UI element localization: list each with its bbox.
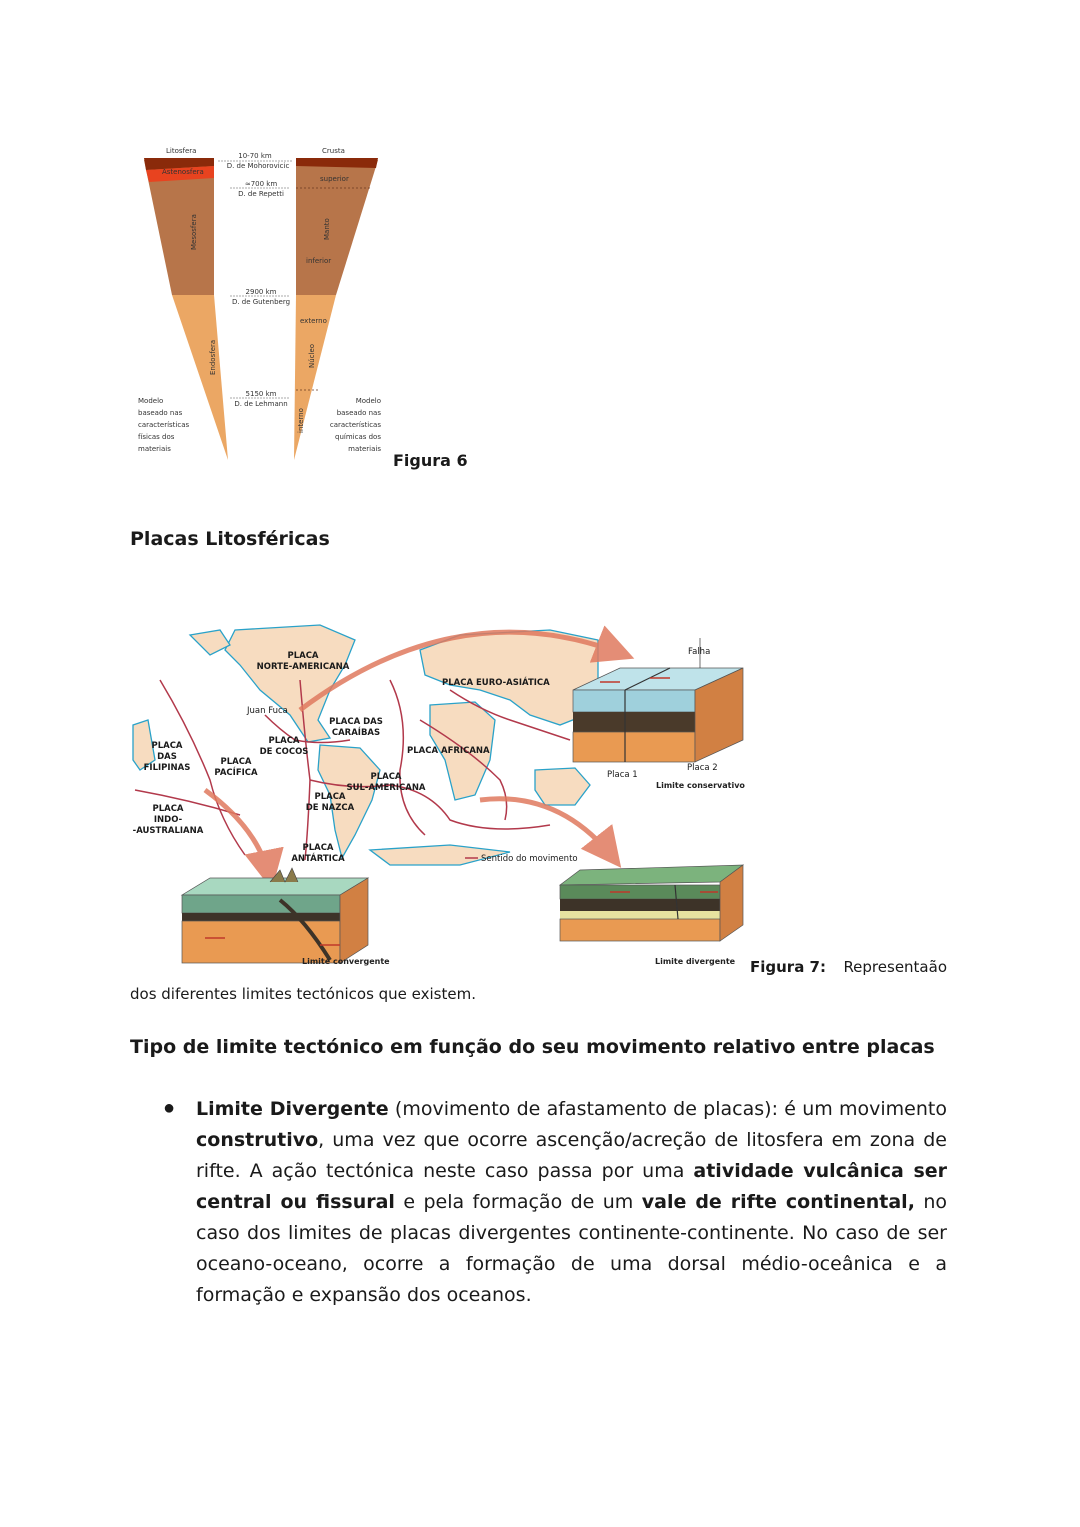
figure-6-caption: Figura 6: [393, 451, 468, 470]
discontinuity-gutenberg: [230, 288, 290, 306]
label-falha: Falha: [688, 647, 711, 657]
svg-text:D. de Gutenberg: D. de Gutenberg: [231, 298, 291, 306]
figure-7-caption-bold: Figura 7:: [750, 958, 826, 976]
svg-text:DE NAZCA: DE NAZCA: [305, 803, 355, 813]
svg-text:FILIPINAS: FILIPINAS: [143, 763, 191, 773]
label-nucleo: Núcleo: [308, 343, 316, 368]
svg-text:2900 km: 2900 km: [245, 288, 277, 296]
svg-text:-AUSTRALIANA: -AUSTRALIANA: [132, 826, 204, 836]
svg-text:PLACA: PLACA: [370, 772, 402, 782]
svg-text:PLACA: PLACA: [302, 843, 334, 853]
movement-legend: [465, 854, 578, 864]
svg-text:SUL-AMERICANA: SUL-AMERICANA: [346, 783, 426, 793]
svg-text:DAS: DAS: [157, 752, 177, 762]
svg-text:D. de Repetti: D. de Repetti: [238, 190, 284, 198]
svg-text:D. de Mohorovicic: D. de Mohorovicic: [226, 162, 290, 170]
label-litosfera: Litosfera: [166, 147, 197, 155]
right-model-text: [330, 397, 382, 453]
label-manto: Manto: [323, 218, 331, 240]
left-model-text: [138, 397, 190, 453]
discontinuity-lehmann: [230, 390, 290, 408]
bullet-bold-2: construtivo: [196, 1129, 319, 1151]
svg-text:PLACA: PLACA: [151, 741, 183, 751]
svg-text:5150 km: 5150 km: [245, 390, 277, 398]
label-placa2: Placa 2: [687, 763, 718, 773]
figure-7-caption-line2: dos diferentes limites tectónicos que existem.: [130, 985, 476, 1003]
svg-text:características: características: [138, 421, 190, 429]
plate-label-euro-asiatica: PLACA EURO-ASIÁTICA: [442, 678, 550, 688]
bullet-bold-3: atividade vulcânica ser central ou fissural: [196, 1160, 948, 1213]
svg-text:≈700 km: ≈700 km: [244, 180, 278, 188]
section-title-tipo-limite: Tipo de limite tectónico em função do seu movimento relativo entre placas: [130, 1036, 935, 1058]
label-conservativo: Limite conservativo: [656, 781, 745, 790]
label-endosfera: Endosfera: [209, 339, 217, 375]
label-astenosfera: Astenosfera: [162, 168, 204, 176]
discontinuity-repetti: [230, 180, 290, 198]
label-crusta: Crusta: [322, 147, 345, 155]
bullet-text-1: (movimento de afastamento de placas): é um movimento: [388, 1098, 947, 1120]
label-divergente: Limite divergente: [655, 957, 736, 966]
bullet-limite-divergente: [196, 1094, 947, 1311]
label-mesosfera: Mesosfera: [190, 214, 198, 250]
svg-text:baseado nas: baseado nas: [336, 409, 381, 417]
figure-6-earth-layers: [130, 140, 390, 465]
plate-label-caraibas: [329, 717, 383, 738]
svg-text:D. de Lehmann: D. de Lehmann: [234, 400, 288, 408]
block-limite-divergente: [560, 865, 743, 966]
bullet-text-2: , uma vez que ocorre ascenção/acreção de litosfera em zona de rifte. A ação tectónica neste caso passa por uma: [196, 1129, 947, 1182]
svg-text:PLACA: PLACA: [314, 792, 346, 802]
svg-text:NORTE-AMERICANA: NORTE-AMERICANA: [256, 662, 350, 672]
label-externo: externo: [300, 317, 327, 325]
svg-text:PACÍFICA: PACÍFICA: [214, 768, 258, 778]
svg-text:10-70 km: 10-70 km: [238, 152, 272, 160]
svg-text:físicas dos: físicas dos: [138, 433, 175, 441]
block-limite-conservativo: [573, 638, 745, 790]
svg-text:materiais: materiais: [348, 445, 381, 453]
bullet-bold-1: Limite Divergente: [196, 1098, 389, 1120]
section-title-placas: Placas Litosféricas: [130, 528, 330, 550]
bullet-marker: ●: [163, 1097, 176, 1119]
svg-text:PLACA: PLACA: [152, 804, 184, 814]
label-interno: interno: [297, 408, 305, 433]
bullet-bold-4: vale de rifte continental,: [641, 1191, 915, 1213]
figure-7-caption-text: Representaão: [843, 958, 947, 976]
svg-text:Modelo: Modelo: [355, 397, 381, 405]
block-limite-convergente: [182, 868, 390, 966]
svg-text:CARAÍBAS: CARAÍBAS: [331, 728, 381, 738]
plate-label-pacifica: [214, 757, 258, 778]
svg-text:Modelo: Modelo: [138, 397, 164, 405]
svg-text:Sentido do movimento: Sentido do movimento: [481, 854, 578, 864]
bullet-text-3: e pela formação de um: [394, 1191, 642, 1213]
svg-text:PLACA DAS: PLACA DAS: [329, 717, 383, 727]
svg-text:DE COCOS: DE COCOS: [259, 747, 309, 757]
plate-label-africana: PLACA AFRICANA: [407, 746, 490, 756]
label-superior: superior: [320, 175, 349, 183]
label-placa1: Placa 1: [607, 770, 638, 780]
bullet-text-4: no caso dos limites de placas divergentes continente-continente. No caso de ser oceano-oceano, ocorre a formação de uma dorsal médio-oceânica e a formação e expansão dos oceanos.: [196, 1191, 947, 1306]
svg-text:PLACA: PLACA: [287, 651, 319, 661]
svg-text:INDO-: INDO-: [153, 815, 183, 825]
label-convergente: Limite convergente: [302, 957, 390, 966]
svg-text:características: características: [329, 421, 381, 429]
svg-text:ANTÁRTICA: ANTÁRTICA: [291, 854, 345, 864]
left-wedge-endosphere: [172, 295, 228, 460]
svg-text:químicas dos: químicas dos: [335, 433, 381, 441]
figure-7-caption-line1: [750, 958, 947, 976]
svg-text:baseado nas: baseado nas: [138, 409, 183, 417]
figure-7-plate-map: [130, 620, 750, 970]
svg-text:PLACA: PLACA: [268, 736, 300, 746]
plate-label-juan-fuca: Juan Fuca: [247, 706, 288, 716]
label-inferior: inferior: [306, 257, 332, 265]
discontinuity-moho: [218, 152, 292, 170]
svg-text:PLACA: PLACA: [220, 757, 252, 767]
svg-text:materiais: materiais: [138, 445, 171, 453]
